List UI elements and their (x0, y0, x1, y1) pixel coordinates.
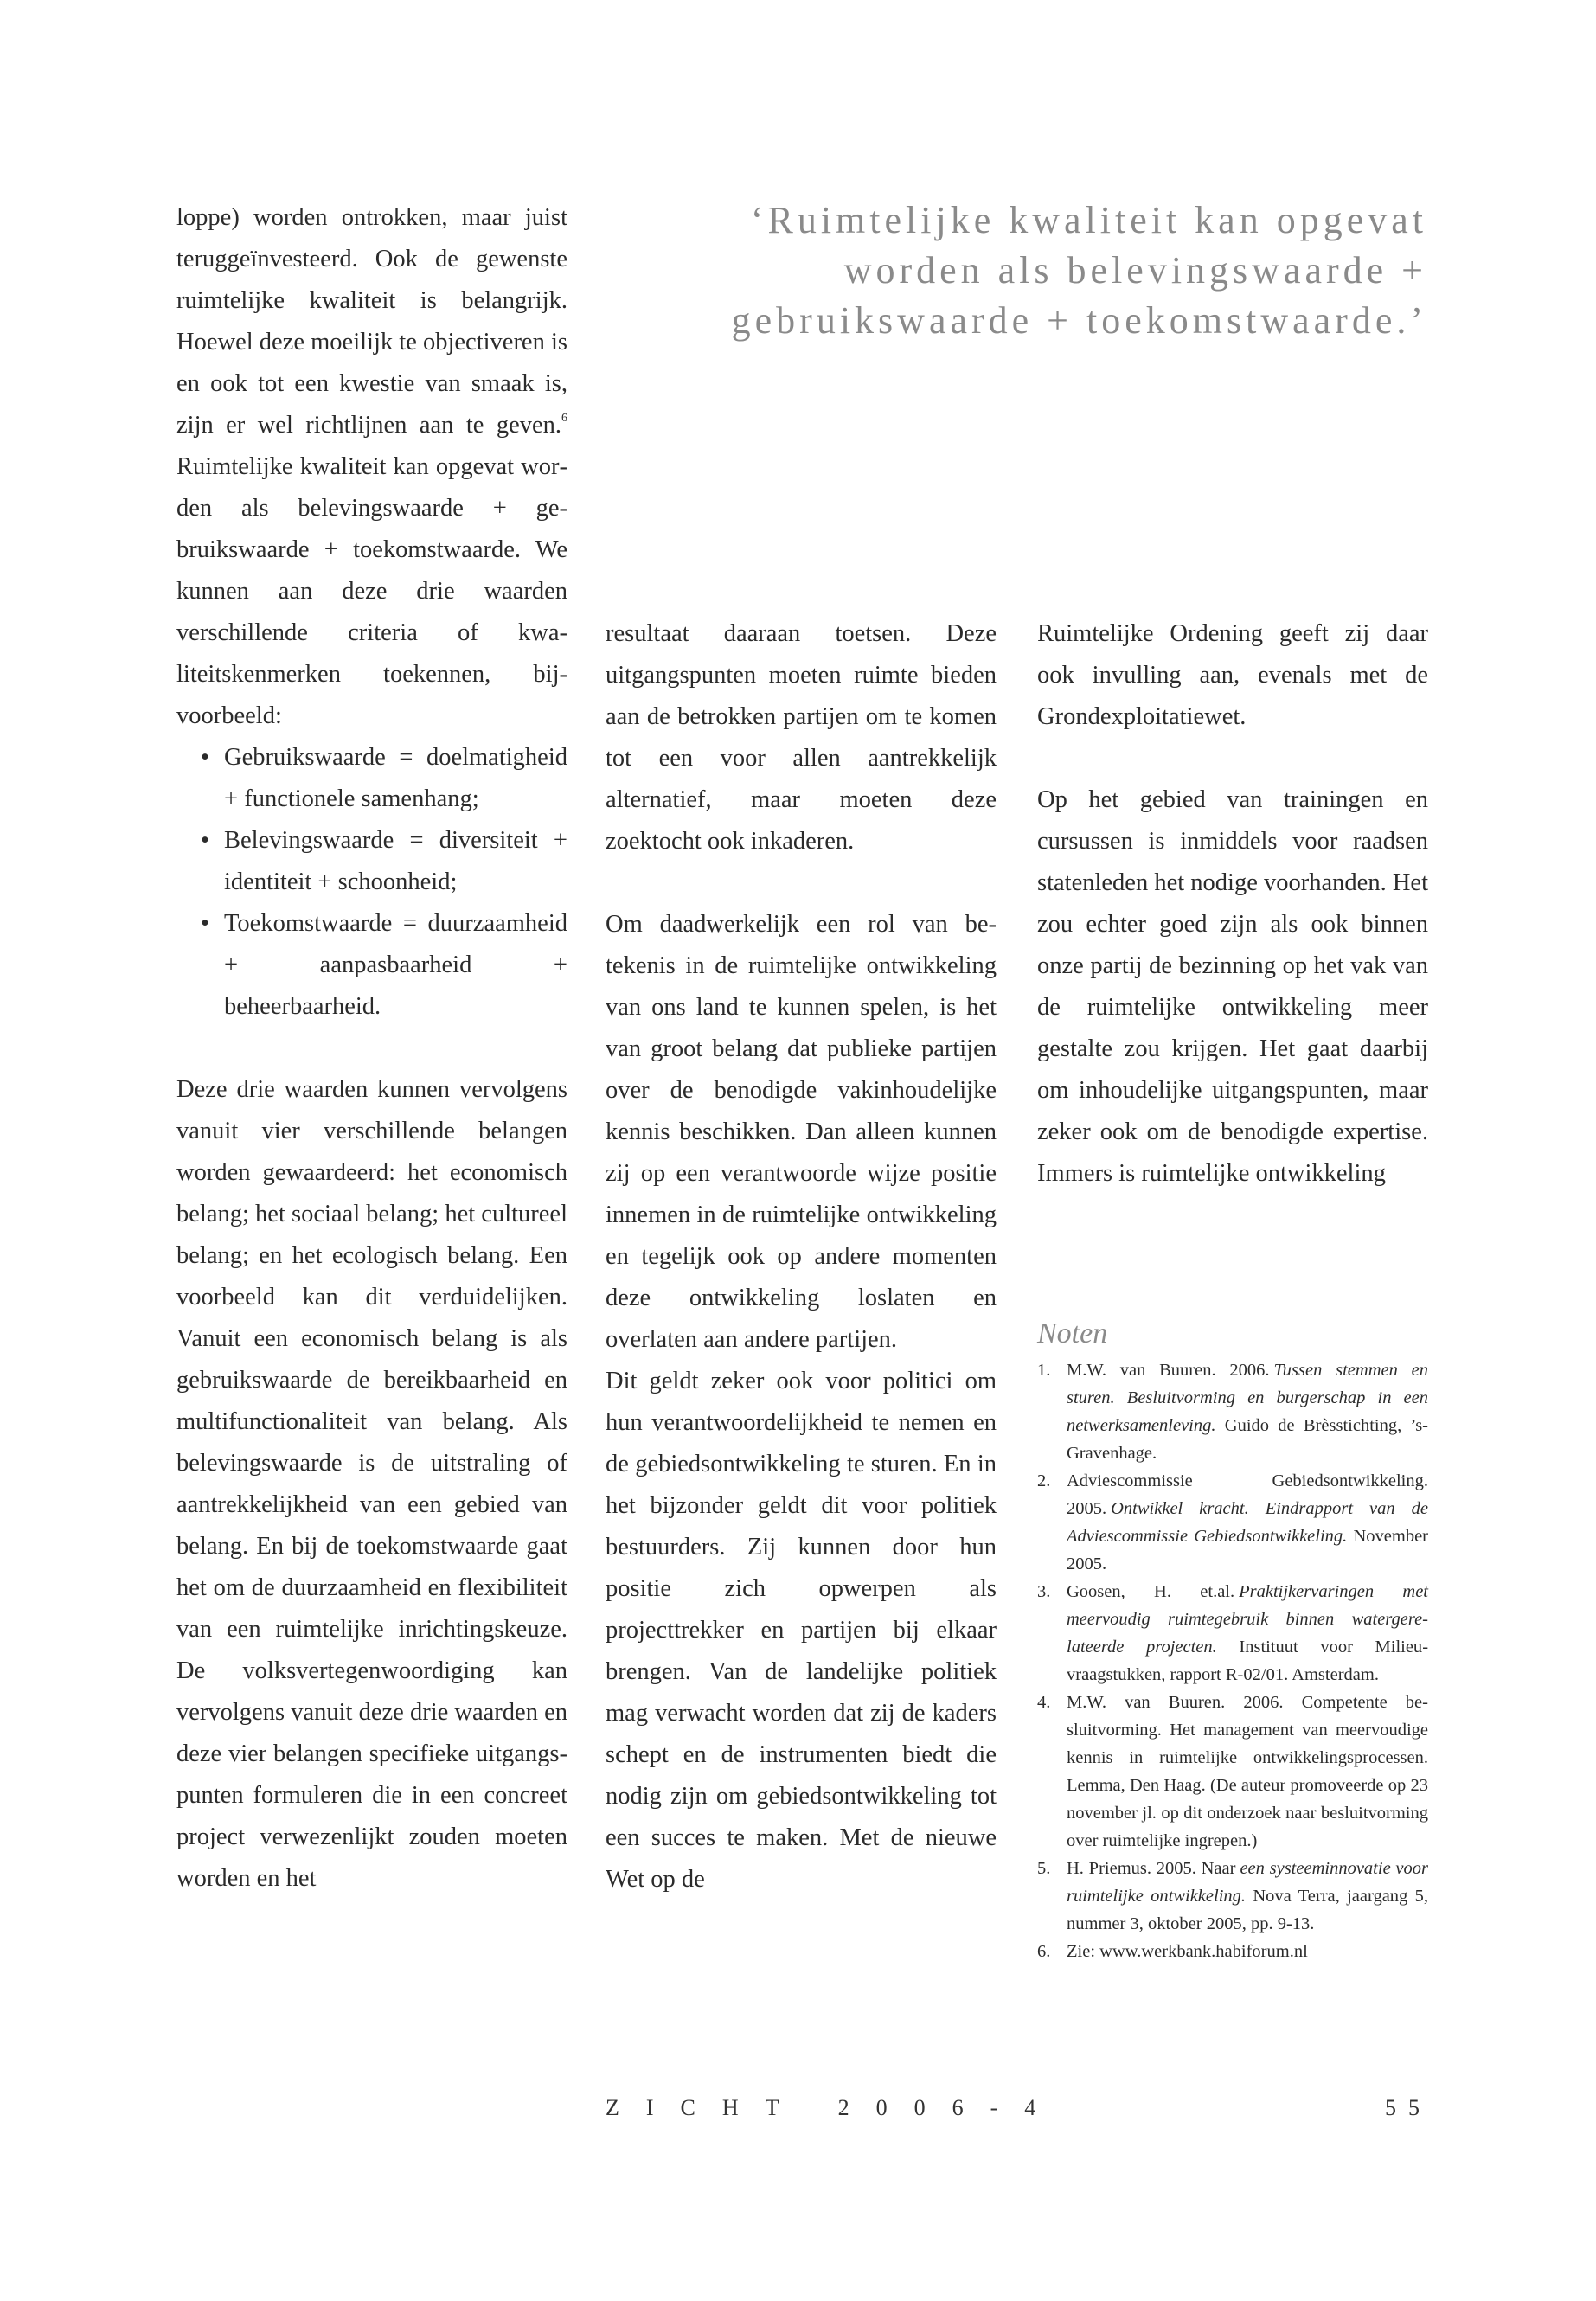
col1-paragraph-1 (176, 197, 567, 737)
note-item (1037, 1689, 1428, 1855)
note-item (1037, 1467, 1428, 1578)
note-item (1037, 1855, 1428, 1938)
note-rest: Instituut voor Milieuvraagstukken, rapport R-02/01. Amsterdam. (1067, 1638, 1429, 1684)
note-number: 6. (1037, 1942, 1051, 1961)
list-item: • Gebruikswaarde = doelmatigheid + functionele samenhang; (224, 737, 567, 820)
note-rest: Nova Terra, jaargang 5, nummer 3, oktober 2005, pp. 9-13. (1067, 1887, 1428, 1933)
note-title: Praktijkervaringen met meervoudig ruimtegebruik binnen watergerelateerde projecten. (1067, 1582, 1428, 1657)
col2-paragraph-3: Dit geldt zeker ook voor politici om hun verantwoordelijkheid te nemen en de gebiedsontwikkeling te sturen. En in het bijzonder geldt dit voor politiek bestuurders. Zij kunnen door hun positie zich opwerpen als projecttrekker en partijen bij elkaar brengen. Van de landelijke politiek mag verwacht worden dat zij de kaders schept en de instrumenten biedt die nodig zijn om gebiedsontwikkeling tot een succes te maken. Met de nieuwe Wet op de (606, 1368, 997, 1893)
footer-journal-title: ZICHT 2006-4 (606, 2095, 1063, 2120)
note-rest: Guido de Brèsstichting, ’s-Gravenhage. (1067, 1416, 1428, 1463)
col2-paragraph-2: Om daadwerkelijk een rol van betekenis in de ruimtelijke ontwikkeling van ons land te kunnen spelen, is het van groot belang dat publieke partijen over de benodigde vakinhoudelijke kennis beschikken. Dan alleen kunnen zij op een verantwoorde wijze positie innemen in de ruimtelijke ontwikkeling en tegelijk ook op andere momenten deze ontwikkeling loslaten en overlaten aan andere partijen. (606, 911, 997, 1353)
col1-text-b: Ruimtelijke kwaliteit kan opgevat worden als belevingswaarde + gebruikswaarde + toekomstwaarde. We kunnen aan deze drie waarden verschillende criteria of kwaliteitskenmerken toekennen, bijvoorbeeld: (176, 453, 567, 729)
note-text: Adviescommissie Gebiedsontwikkeling. 2005. (1067, 1471, 1428, 1518)
note-number: 4. (1037, 1693, 1051, 1712)
list-item: • Toekomstwaarde = duurzaamheid + aanpasbaarheid + beheerbaarheid. (224, 903, 567, 1028)
note-link[interactable]: Zie: www.werkbank.habiforum.nl (1067, 1942, 1308, 1961)
footnote-ref-6[interactable]: 6 (561, 412, 567, 425)
col2-paragraph-1: resultaat daaraan toetsen. Deze uitgangspunten moeten ruimte bieden aan de betrokken partijen om te komen tot een voor allen aantrekkelijk alternatief, maar moeten deze zoektocht ook inkaderen. (606, 620, 997, 855)
column-2 (606, 613, 997, 1900)
col3-paragraph-1: Ruimtelijke Ordening geeft zij daar ook invulling aan, evenals met de Grondexploitatiewet. (1037, 620, 1428, 730)
column-1 (176, 197, 567, 1900)
criteria-list (176, 737, 567, 1028)
col1-text-a: loppe) worden ontrokken, maar juist teruggeïnvesteerd. Ook de gewenste ruimtelijke kwaliteit is belangrijk. Hoewel deze moeilijk te objectiveren is en ook tot een kwestie van smaak is, zijn er wel richtlijnen aan te geven. (176, 204, 567, 439)
note-text: H. Priemus. 2005. Naar (1067, 1859, 1236, 1878)
note-title: een systeeminnovatie voor ruimtelijke ontwikkeling. (1067, 1859, 1428, 1906)
note-text: M.W. van Buuren. 2006. (1067, 1361, 1270, 1380)
notes-heading: Noten (1037, 1317, 1108, 1349)
note-number: 3. (1037, 1582, 1051, 1601)
column-3 (1037, 613, 1428, 1195)
col3-paragraph-2: Op het gebied van trainingen en cursussen is inmiddels voor raadsen statenleden het nodige voorhanden. Het zou echter goed zijn als ook binnen onze partij de bezinning op het vak van de ruimtelijke ontwikkeling meer gestalte zou krijgen. Het gaat daarbij om inhoudelijke uitgangspunten, maar zeker ook om de benodigde expertise. Immers is ruimtelijke ontwikkeling (1037, 786, 1428, 1187)
col1-paragraph-2: Deze drie waarden kunnen vervolgens vanuit vier verschillende belangen worden gewaardeerd: het economisch belang; het sociaal belang; het cultureel belang; en het ecologisch belang. Een voorbeeld kan dit verduidelijken. Vanuit een economisch belang is als gebruikswaarde de bereikbaarheid en multifunctionaliteit van belang. Als belevingswaarde is de uitstraling of aantrekkelijkheid van een gebied van belang. En bij de toekomstwaarde gaat het om de duurzaamheid en flexibiliteit van een ruimtelijke inrichtingskeuze. De volksvertegenwoordiging kan vervolgens vanuit deze drie waarden en deze vier belangen specifieke uitgangspunten formuleren die in een concreet project verwezenlijkt zouden moeten worden en het (176, 1076, 567, 1892)
pull-quote: ‘Ruimtelijke kwaliteit kan opgevat worden als belevingswaarde + gebruikswaarde + toekomstwaarde.’ (731, 199, 1427, 342)
note-item (1037, 1938, 1428, 1965)
note-rest: November 2005. (1067, 1527, 1428, 1574)
note-text: Goosen, H. et.al. (1067, 1582, 1235, 1601)
note-number: 5. (1037, 1859, 1051, 1878)
note-number: 1. (1037, 1361, 1051, 1380)
note-item (1037, 1578, 1428, 1689)
note-title: Tussen stemmen en sturen. Besluitvorming en burgerschap in een netwerksamenleving. (1067, 1361, 1428, 1435)
note-text: M.W. van Buuren. 2006. Competente besluitvorming. Het management van meervoudige kennis in ruimtelijke ontwikkelingsprocessen. Lemma, Den Haag. (De auteur promoveerde op 23 november jl. op dit onderzoek naar besluitvorming over ruimtelijke ingrepen.) (1067, 1693, 1428, 1850)
note-item (1037, 1356, 1428, 1467)
list-item: • Belevingswaarde = diversiteit + identiteit + schoonheid; (224, 820, 567, 903)
note-title: Ontwikkel kracht. Eindrapport van de Adviescommissie Gebiedsontwikkeling. (1067, 1499, 1428, 1546)
note-number: 2. (1037, 1471, 1051, 1490)
notes-list (1037, 1356, 1428, 1965)
page-number: 55 (1385, 2095, 1432, 2120)
